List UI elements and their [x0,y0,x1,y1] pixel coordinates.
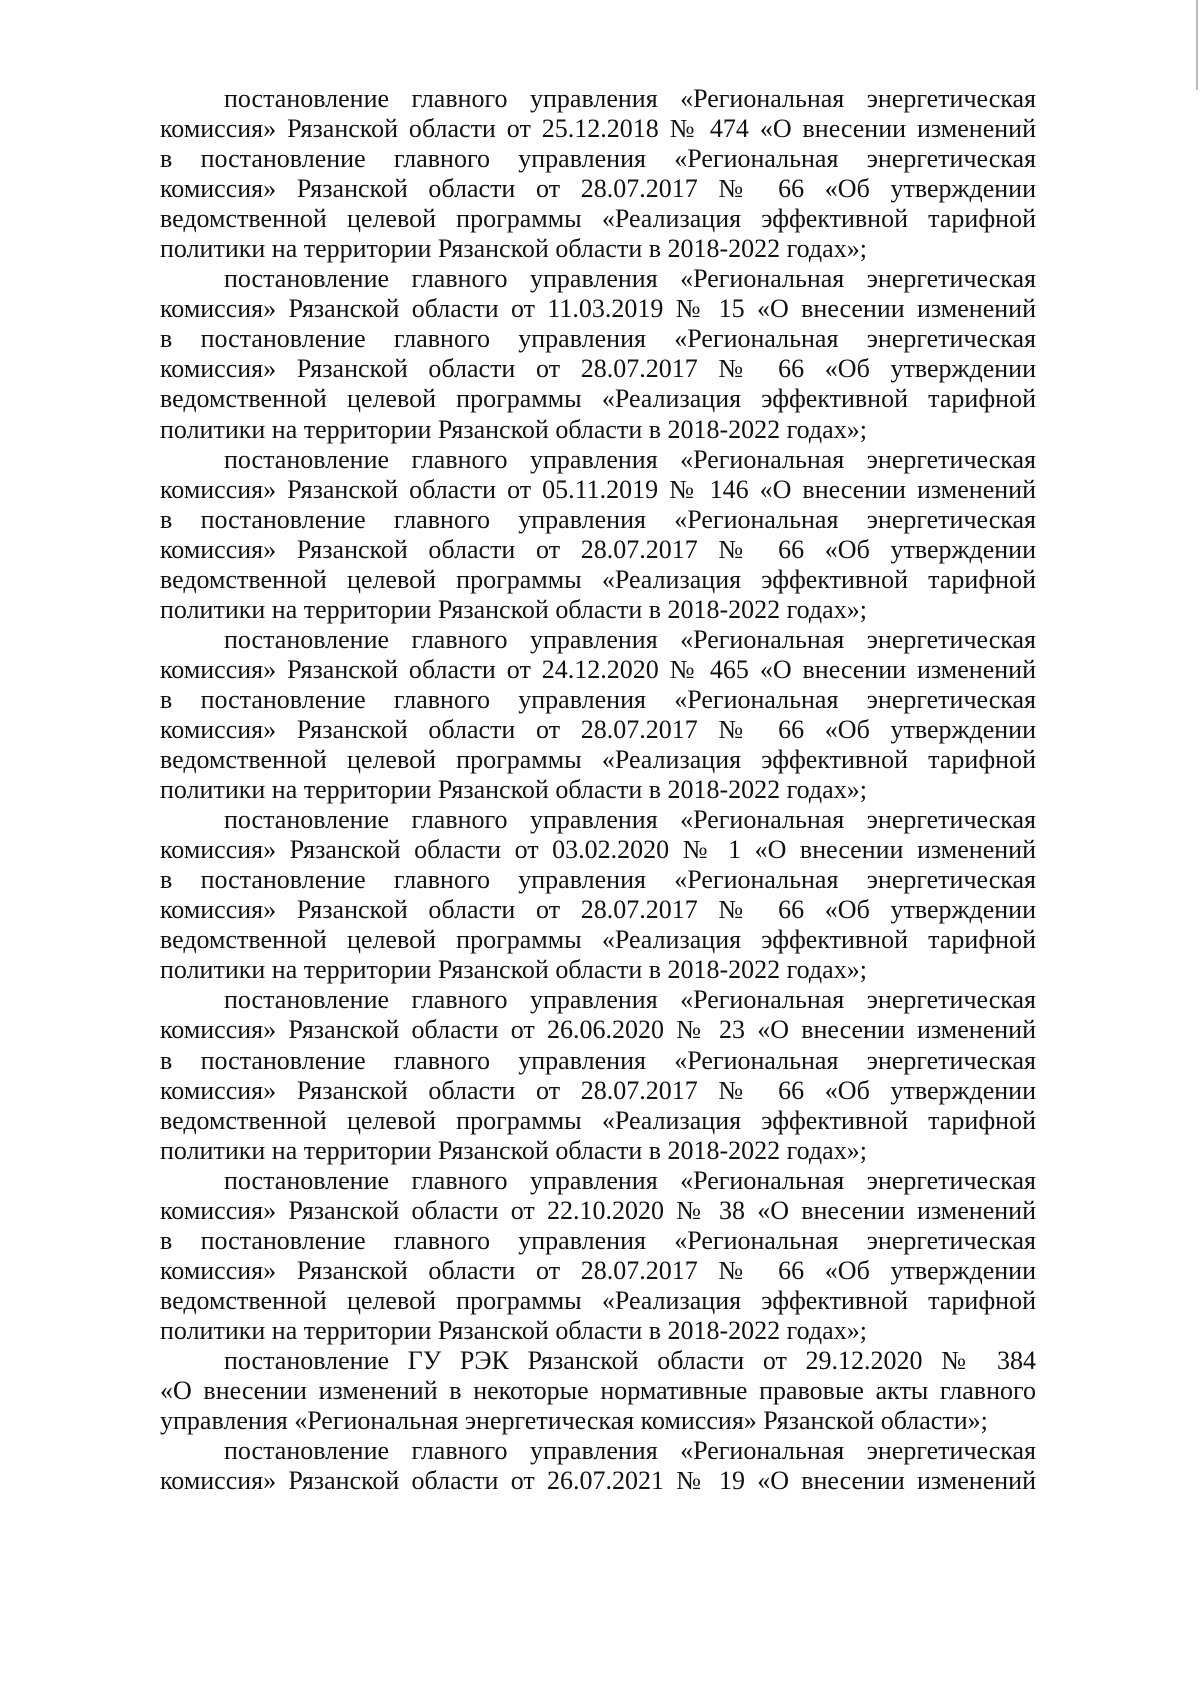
text-line: ведомственной целевой программы «Реализация эффективной тарифной [160,745,1036,775]
text-line: в постановление главного управления «Региональная энергетическая [160,1045,1036,1075]
text-line: ведомственной целевой программы «Реализация эффективной тарифной [160,1285,1036,1315]
scan-edge-mark [1196,0,1198,90]
text-line: «О внесении изменений в некоторые нормативные правовые акты главного [160,1376,1036,1406]
text-line: политики на территории Рязанской области в 2018-2022 годах»; [160,955,867,985]
text-line: в постановление главного управления «Региональная энергетическая [160,1225,1036,1255]
paragraph [160,1436,1036,1496]
paragraph [160,625,1036,805]
text-line: комиссия» Рязанской области от 25.12.2018 № 474 «О внесении изменений [160,114,1036,144]
text-line: политики на территории Рязанской области в 2018-2022 годах»; [160,594,867,624]
text-line: комиссия» Рязанской области от 28.07.2017 № 66 «Об утверждении [160,174,1036,204]
text-line: постановление главного управления «Региональная энергетическая [224,264,1036,294]
text-line: политики на территории Рязанской области в 2018-2022 годах»; [160,1315,867,1345]
text-line: постановление главного управления «Региональная энергетическая [224,1165,1036,1195]
text-line: комиссия» Рязанской области от 28.07.2017 № 66 «Об утверждении [160,1075,1036,1105]
text-line: ведомственной целевой программы «Реализация эффективной тарифной [160,1105,1036,1135]
text-line: комиссия» Рязанской области от 22.10.2020 № 38 «О внесении изменений [160,1195,1036,1225]
paragraph [160,1166,1036,1346]
text-line: в постановление главного управления «Региональная энергетическая [160,684,1036,714]
text-line: комиссия» Рязанской области от 28.07.2017 № 66 «Об утверждении [160,714,1036,744]
text-line: комиссия» Рязанской области от 28.07.2017 № 66 «Об утверждении [160,534,1036,564]
text-line: постановление главного управления «Региональная энергетическая [224,444,1036,474]
paragraph [160,805,1036,985]
text-line: комиссия» Рязанской области от 24.12.2020 № 465 «О внесении изменений [160,654,1036,684]
text-line: постановление ГУ РЭК Рязанской области от 29.12.2020 № 384 [224,1345,1036,1375]
paragraph [160,445,1036,625]
paragraph [160,84,1036,264]
text-line: постановление главного управления «Региональная энергетическая [224,805,1036,835]
text-line: постановление главного управления «Региональная энергетическая [224,624,1036,654]
text-line: комиссия» Рязанской области от 03.02.2020 № 1 «О внесении изменений [160,835,1036,865]
document-body [160,84,1036,1496]
text-line: в постановление главного управления «Региональная энергетическая [160,865,1036,895]
text-line: ведомственной целевой программы «Реализация эффективной тарифной [160,204,1036,234]
text-line: в постановление главного управления «Региональная энергетическая [160,324,1036,354]
text-line: политики на территории Рязанской области в 2018-2022 годах»; [160,1135,867,1165]
text-line: комиссия» Рязанской области от 26.06.2020 № 23 «О внесении изменений [160,1015,1036,1045]
text-line: комиссия» Рязанской области от 05.11.2019 № 146 «О внесении изменений [160,474,1036,504]
text-line: комиссия» Рязанской области от 26.07.2021 № 19 «О внесении изменений [160,1466,1036,1496]
text-line: комиссия» Рязанской области от 11.03.2019 № 15 «О внесении изменений [160,294,1036,324]
text-line: ведомственной целевой программы «Реализация эффективной тарифной [160,564,1036,594]
text-line: ведомственной целевой программы «Реализация эффективной тарифной [160,925,1036,955]
paragraph [160,985,1036,1165]
text-line: постановление главного управления «Региональная энергетическая [224,84,1036,113]
text-line: политики на территории Рязанской области в 2018-2022 годах»; [160,775,867,805]
paragraph [160,1346,1036,1436]
text-line: в постановление главного управления «Региональная энергетическая [160,504,1036,534]
text-line: политики на территории Рязанской области в 2018-2022 годах»; [160,414,867,444]
text-line: управления «Региональная энергетическая комиссия» Рязанской области»; [160,1406,988,1436]
text-line: постановление главного управления «Региональная энергетическая [224,1436,1036,1466]
text-line: ведомственной целевой программы «Реализация эффективной тарифной [160,384,1036,414]
text-line: комиссия» Рязанской области от 28.07.2017 № 66 «Об утверждении [160,354,1036,384]
text-line: постановление главного управления «Региональная энергетическая [224,985,1036,1015]
paragraph [160,264,1036,444]
text-line: комиссия» Рязанской области от 28.07.2017 № 66 «Об утверждении [160,1255,1036,1285]
text-line: политики на территории Рязанской области в 2018-2022 годах»; [160,234,867,264]
text-line: в постановление главного управления «Региональная энергетическая [160,144,1036,174]
text-line: комиссия» Рязанской области от 28.07.2017 № 66 «Об утверждении [160,895,1036,925]
